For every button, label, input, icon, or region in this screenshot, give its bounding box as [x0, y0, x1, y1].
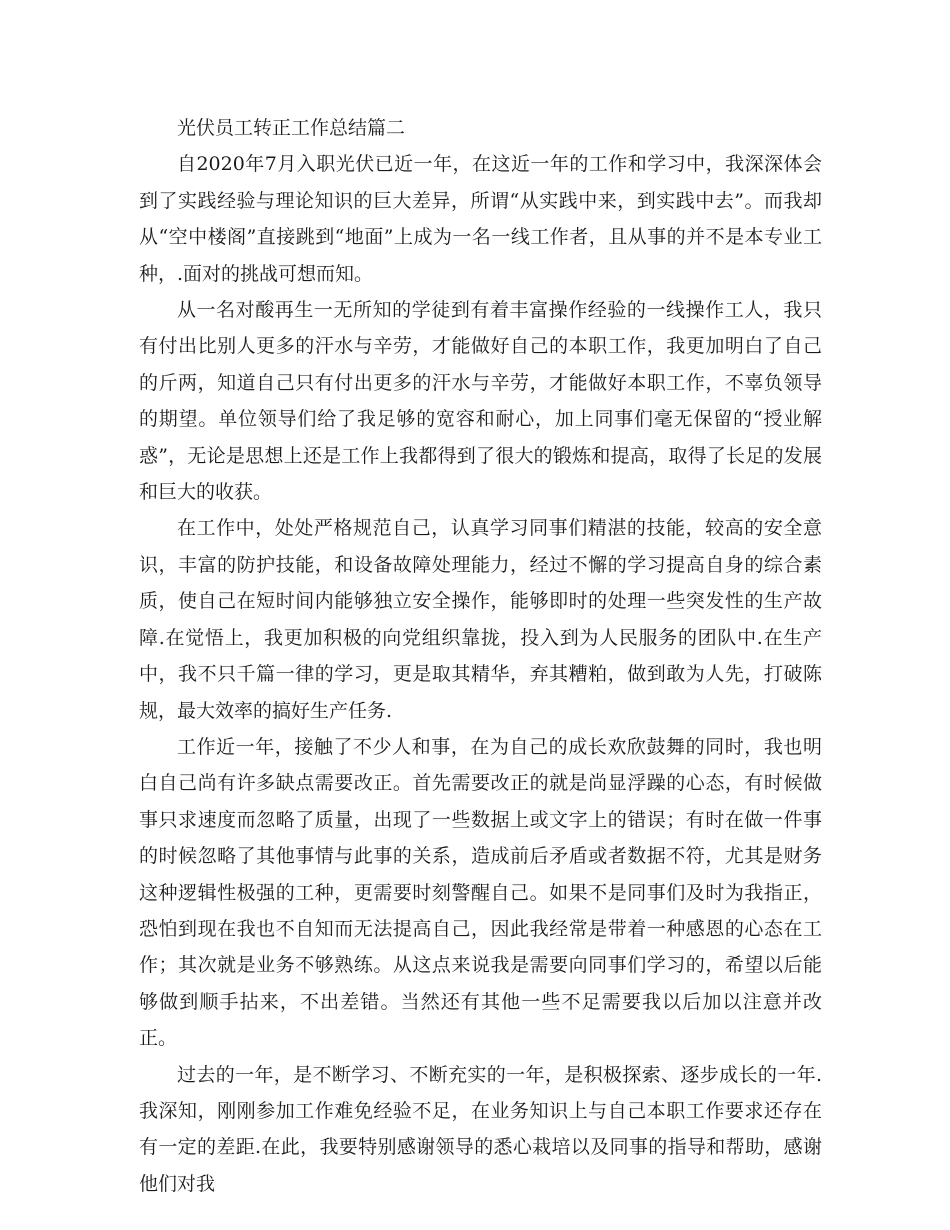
paragraph-3: 在工作中，处处严格规范自己，认真学习同事们精湛的技能，较高的安全意识，丰富的防护技能，和设备故障处理能力，经过不懈的学习提高自身的综合素质，使自己在短时间内能够独立安全操作，能够即时的处理一些突发性的生产故障.在觉悟上，我更加积极的向党组织靠拢，投入到为人民服务的团队中.在生产中，我不只千篇一律的学习，更是取其精华，弃其糟粕，做到敢为人先，打破陈规，最大效率的搞好生产任务.	[139, 517, 822, 722]
paragraph-1: 自2020年7月入职光伏已近一年，在这近一年的工作和学习中，我深深体会到了实践经验与理论知识的巨大差异，所谓“从实践中来，到实践中去”。而我却从“空中楼阁”直接跳到“地面”上成为一名一线工作者，且从事的并不是本专业工种，.面对的挑战可想而知。	[139, 153, 822, 285]
paragraph-2: 从一名对酸再生一无所知的学徒到有着丰富操作经验的一线操作工人，我只有付出比别人更多的汗水与辛劳，才能做好自己的本职工作，我更加明白了自己的斤两，知道自己只有付出更多的汗水与辛劳，才能做好本职工作，不辜负领导的期望。单位领导们给了我足够的宽容和耐心，加上同事们毫无保留的“授业解惑”，无论是思想上还是工作上我都得到了很大的锻炼和提高，取得了长足的发展和巨大的收获。	[139, 299, 822, 504]
document-title: 光伏员工转正工作总结篇二	[177, 117, 406, 139]
paragraph-5: 过去的一年，是不断学习、不断充实的一年，是积极探索、逐步成长的一年.我深知，刚刚参加工作难免经验不足，在业务知识上与自己本职工作要求还存在有一定的差距.在此，我要特别感谢领导的悉心栽培以及同事的指导和帮助，感谢他们对我	[139, 1063, 822, 1195]
paragraph-4: 工作近一年，接触了不少人和事，在为自己的成长欢欣鼓舞的同时，我也明白自己尚有许多缺点需要改正。首先需要改正的就是尚显浮躁的心态，有时候做事只求速度而忽略了质量，出现了一些数据上或文字上的错误；有时在做一件事的时候忽略了其他事情与此事的关系，造成前后矛盾或者数据不符，尤其是财务这种逻辑性极强的工种，更需要时刻警醒自己。如果不是同事们及时为我指正，恐怕到现在我也不自知而无法提高自己，因此我经常是带着一种感恩的心态在工作；其次就是业务不够熟练。从这点来说我是需要向同事们学习的，希望以后能够做到顺手拈来，不出差错。当然还有其他一些不足需要我以后加以注意并改正。	[139, 735, 822, 1050]
document-body	[139, 110, 822, 1202]
